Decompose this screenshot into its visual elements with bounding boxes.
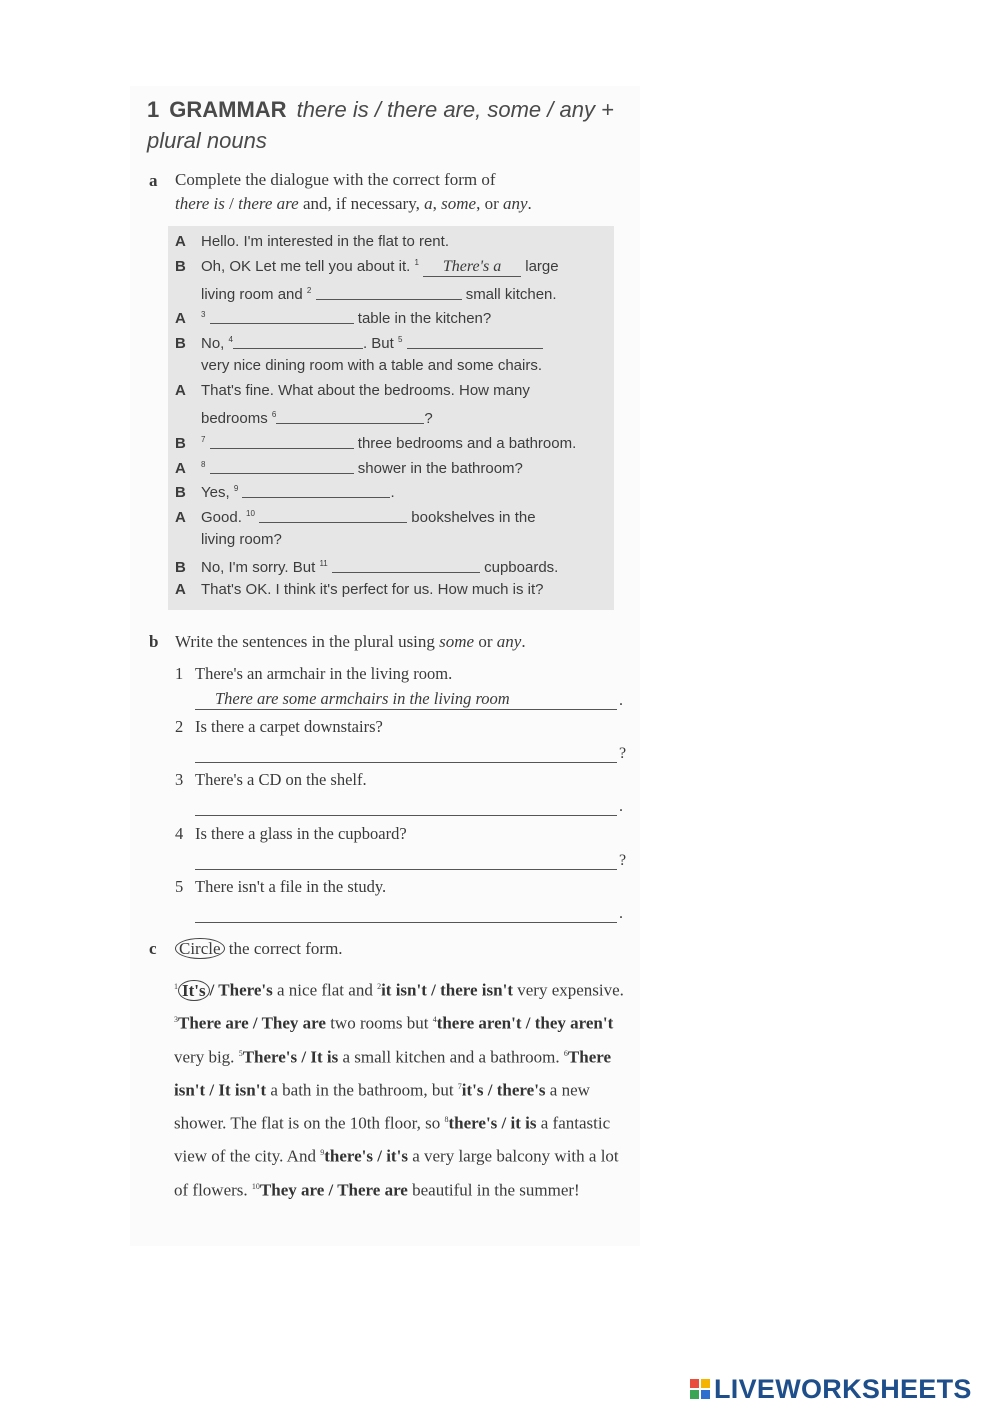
section-b-letter: b [149, 632, 159, 651]
line-punctuation: ? [619, 852, 627, 869]
liveworksheets-logo [690, 1373, 972, 1404]
answer-blank-3[interactable] [210, 308, 354, 324]
line-punctuation: . [619, 798, 623, 815]
answer-line-1[interactable]: There are some armchairs in the living room [195, 690, 617, 710]
exercise-number: 1 [147, 97, 160, 122]
answer-blank-7[interactable] [210, 433, 354, 449]
answer-line-2[interactable] [195, 743, 617, 763]
option-choice[interactable]: / There's [209, 980, 273, 1000]
section-a-letter: a [149, 171, 158, 190]
section-c-instruction: Circle the correct form. [175, 937, 615, 961]
grammar-topic: there is / there are, some / any + plural nouns [147, 97, 614, 153]
circle-text-paragraph: $^1$ It's / There's a nice flat and $^2$it isn't / there isn't very expensive. $^3$There are / They are two rooms but $^4$there aren't / they aren't very big. $^5$There's / It is a small kitchen and a bathroom. $^6$There isn't / It isn't a bath in the bathroom, but $^7$it's / there's a new shower. The flat is on the 10th floor, so $^8$there's / it is a fantastic view of the city. And $^9$there's / it's a very large balcony with a lot of flowers. $^{10}$They are / There are beautiful in the summer! [174, 980, 624, 1200]
dialogue-line: bedrooms $^6$ ? [201, 410, 433, 427]
dialogue-line: B No, I'm sorry. But $^{11}$ cupboards. [175, 559, 559, 576]
dialogue-line: A $^3$ table in the kitchen? [175, 310, 492, 327]
option-choice[interactable]: there's / it's [324, 1146, 408, 1166]
line-punctuation: . [619, 905, 623, 922]
answer-blank-1[interactable]: There's a [423, 258, 521, 277]
answer-blank-6[interactable] [276, 408, 424, 424]
answer-blank-2[interactable] [316, 284, 462, 300]
option-choice[interactable]: there aren't / they aren't [436, 1013, 614, 1033]
option-choice[interactable]: They are / There are [259, 1180, 408, 1200]
dialogue-line: A Hello. I'm interested in the flat to rent. [175, 233, 449, 250]
dialogue-line: living room? [201, 531, 282, 548]
section-a-instruction-line2: there is / there are and, if necessary, a, some, or any. [175, 194, 532, 213]
option-choice[interactable]: There's / It is [242, 1047, 339, 1067]
option-choice[interactable]: There are / They are [178, 1013, 326, 1033]
grammar-keyword: GRAMMAR [169, 97, 287, 122]
sentence-item: 4 Is there a glass in the cupboard? [175, 824, 407, 843]
answer-blank-5[interactable] [407, 333, 543, 349]
dialogue-line: B Yes, $^9$ . [175, 484, 395, 501]
line-punctuation: ? [619, 745, 627, 762]
option-choice[interactable]: it's / there's [461, 1080, 546, 1100]
answer-line-4[interactable] [195, 850, 617, 870]
logo-square [690, 1390, 699, 1399]
dialogue-line: very nice dining room with a table and some chairs. [201, 357, 543, 374]
sentence-item: 5 There isn't a file in the study. [175, 877, 387, 896]
section-c-letter: c [149, 939, 157, 958]
section-b-instruction: Write the sentences in the plural using some or any. [175, 632, 526, 651]
dialogue-line: A That's fine. What about the bedrooms. How many [175, 382, 530, 399]
logo-grid-icon [690, 1379, 710, 1399]
sentence-item: 3 There's a CD on the shelf. [175, 770, 367, 789]
dialogue-line: A $^8$ shower in the bathroom? [175, 460, 523, 477]
answer-blank-4[interactable] [233, 333, 363, 349]
exercise-heading [147, 94, 627, 156]
sentence-item: 2 Is there a carpet downstairs? [175, 717, 383, 736]
section-a-instruction [175, 168, 615, 216]
answer-blank-10[interactable] [259, 507, 407, 523]
answer-blank-9[interactable] [242, 482, 390, 498]
option-choice[interactable]: There isn't / It isn't [174, 1047, 612, 1100]
dialogue-line: B No, $^4$ . But $^5$ [175, 332, 543, 352]
answer-blank-11[interactable] [332, 557, 480, 573]
answer-line-3[interactable] [195, 796, 617, 816]
logo-square [701, 1379, 710, 1388]
option-choice[interactable]: there's / it is [448, 1113, 537, 1133]
answer-line-5[interactable] [195, 903, 617, 923]
dialogue-line: B $^7$ three bedrooms and a bathroom. [175, 435, 577, 452]
logo-text: LIVEWORKSHEETS [714, 1373, 972, 1404]
option-circled[interactable]: It's [178, 980, 210, 1001]
option-choice[interactable]: it isn't / there isn't [381, 980, 513, 1000]
dialogue-line: B Oh, OK Let me tell you about it. $^1$ There's a large [175, 258, 559, 275]
section-a-instruction-line1: Complete the dialogue with the correct form of [175, 170, 496, 189]
dialogue-line: A That's OK. I think it's perfect for us. How much is it? [175, 581, 544, 598]
line-punctuation: . [619, 692, 623, 709]
dialogue-line: A Good. $^{10}$ bookshelves in the [175, 509, 536, 526]
answer-blank-8[interactable] [210, 458, 354, 474]
dialogue-line: living room and $^2$ small kitchen. [201, 286, 557, 303]
logo-square [701, 1390, 710, 1399]
sentence-item: 1 There's an armchair in the living room. [175, 664, 453, 683]
logo-square [690, 1379, 699, 1388]
